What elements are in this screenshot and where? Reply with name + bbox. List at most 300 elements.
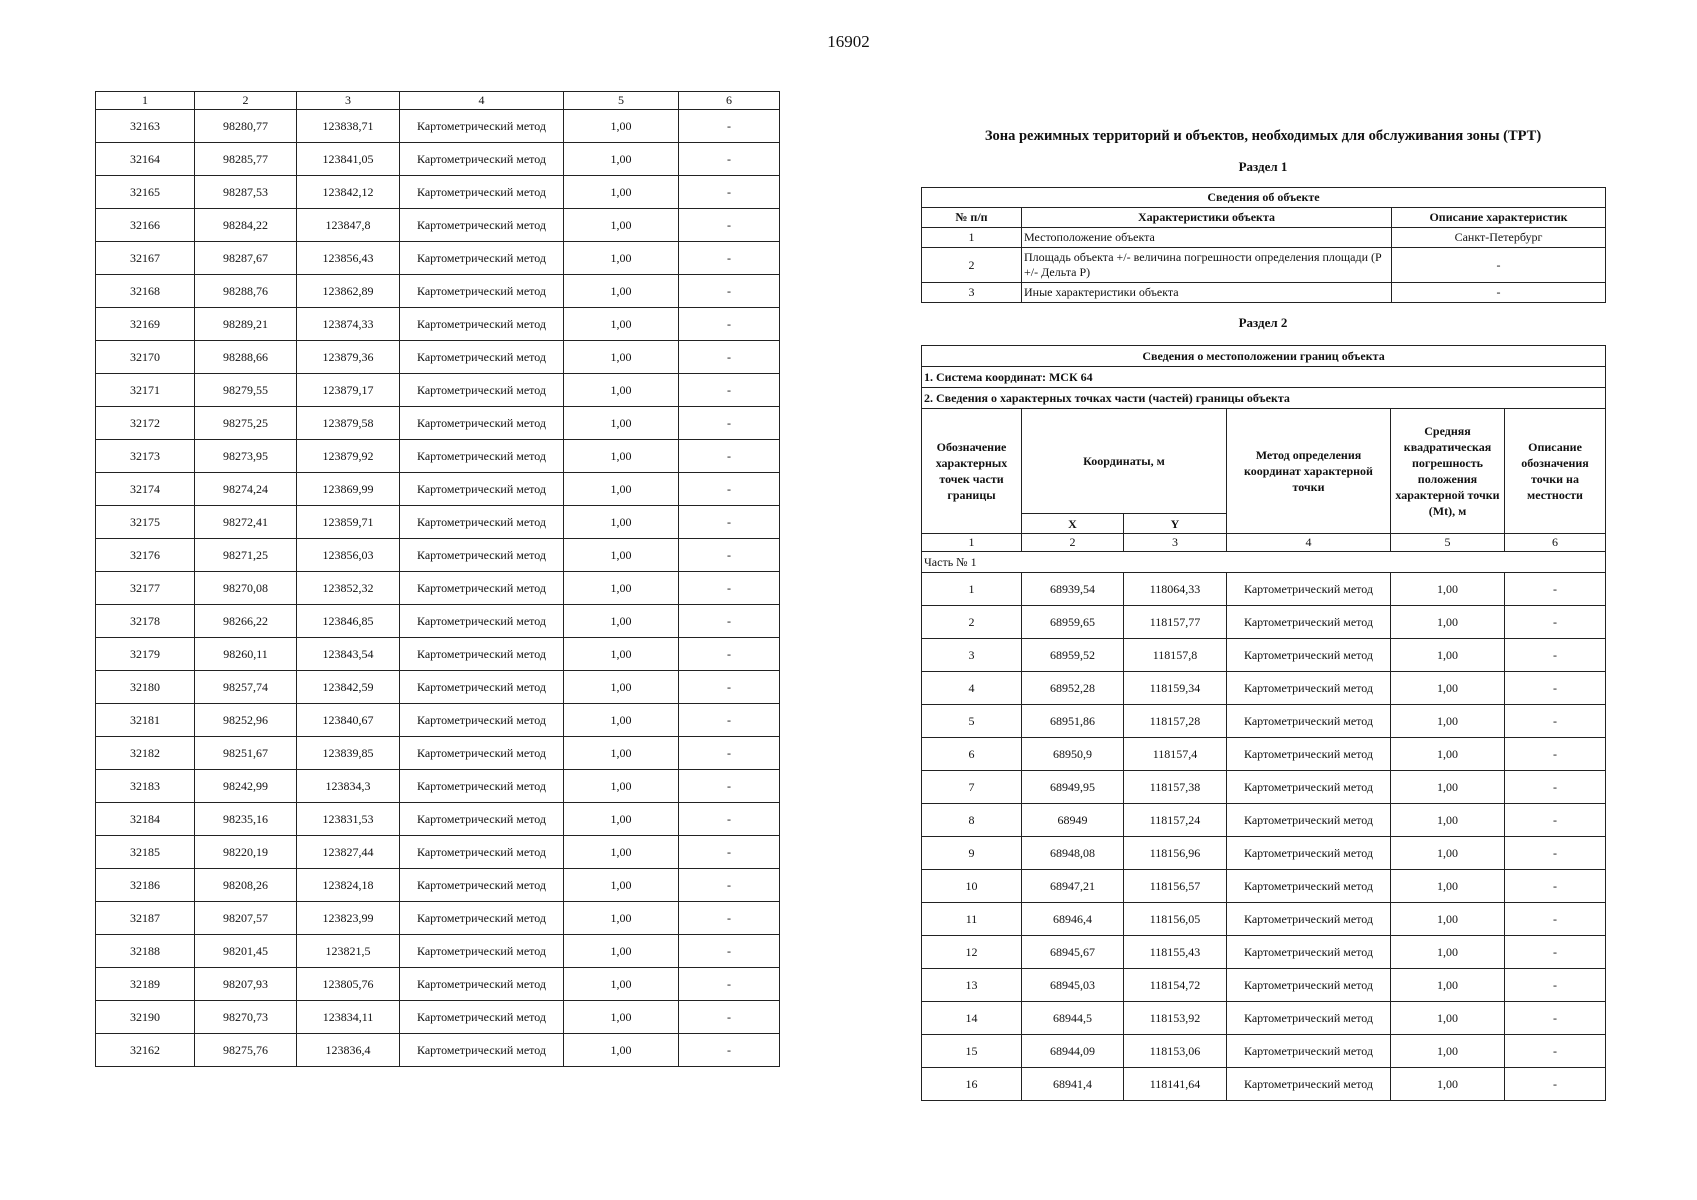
table-cell: 123874,33 [297,308,400,341]
table-cell: - [679,968,780,1001]
table-cell: - [679,902,780,935]
table-cell: Картометрический метод [1227,738,1391,771]
col-point-header: Обозначение характерных точек части границы [922,409,1022,534]
table-cell: 1,00 [564,440,679,473]
points-title: 2. Сведения о характерных точках части (частей) границы объекта [922,388,1606,409]
table-cell: - [1505,870,1606,903]
right-section [921,120,1605,1101]
table-cell: 98285,77 [195,143,297,176]
table-cell: - [679,308,780,341]
left-table-row [96,836,780,869]
table-cell: - [679,638,780,671]
info-cell: Санкт-Петербург [1392,228,1606,248]
table-cell: 1,00 [564,308,679,341]
table-cell: Картометрический метод [400,638,564,671]
info-cell: Площадь объекта +/- величина погрешности определения площади (P +/- Дельта P) [1022,248,1392,283]
table-cell: Картометрический метод [400,275,564,308]
table-cell: - [679,704,780,737]
info-row [922,228,1606,248]
table-cell: 1,00 [564,407,679,440]
info-cell: 1 [922,228,1022,248]
table-cell: 123847,8 [297,209,400,242]
table-cell: 123879,17 [297,374,400,407]
table-cell: 32188 [96,935,195,968]
table-cell: Картометрический метод [1227,1068,1391,1101]
table-cell: Картометрический метод [400,836,564,869]
table-cell: - [1505,969,1606,1002]
col-number: 4 [1227,534,1391,552]
table-cell: 118153,92 [1124,1002,1227,1035]
col-y-header: Y [1124,514,1227,534]
table-cell: 3 [922,639,1022,672]
left-table-row [96,704,780,737]
table-cell: 32164 [96,143,195,176]
table-cell: 12 [922,936,1022,969]
left-table-row [96,605,780,638]
table-cell: - [1505,606,1606,639]
info-cell: - [1392,248,1606,283]
table-cell: 8 [922,804,1022,837]
coord-system-label: 1. Система координат: МСК 64 [922,367,1606,388]
table-cell: 32175 [96,506,195,539]
table-cell: 7 [922,771,1022,804]
coord-table-row [922,969,1606,1002]
table-cell: 123805,76 [297,968,400,1001]
table-cell: 98275,25 [195,407,297,440]
table-cell: Картометрический метод [400,803,564,836]
table-cell: 32171 [96,374,195,407]
table-cell: 118156,96 [1124,837,1227,870]
table-cell: 98208,26 [195,869,297,902]
left-table-row [96,902,780,935]
info-col-header: Характеристики объекта [1022,208,1392,228]
table-cell: Картометрический метод [1227,672,1391,705]
table-cell: 32178 [96,605,195,638]
table-cell: 1,00 [564,572,679,605]
table-cell: 98279,55 [195,374,297,407]
left-coordinates-table [95,91,780,1067]
table-cell: 98289,21 [195,308,297,341]
table-cell: 32173 [96,440,195,473]
table-cell: Картометрический метод [400,110,564,143]
table-cell: Картометрический метод [1227,969,1391,1002]
table-cell: 118141,64 [1124,1068,1227,1101]
col-number: 2 [1022,534,1124,552]
table-cell: 123839,85 [297,737,400,770]
table-cell: Картометрический метод [400,209,564,242]
table-cell: 1,00 [1391,606,1505,639]
table-cell: 11 [922,903,1022,936]
part-label: Часть № 1 [922,552,1606,573]
coord-table-row [922,639,1606,672]
table-cell: 123846,85 [297,605,400,638]
table-cell: 32172 [96,407,195,440]
left-table-row [96,737,780,770]
col-x-header: X [1022,514,1124,534]
table-cell: 1,00 [564,803,679,836]
table-cell: 32177 [96,572,195,605]
table-cell: - [679,770,780,803]
table-cell: 98287,67 [195,242,297,275]
table-cell: Картометрический метод [400,407,564,440]
table-cell: 1,00 [1391,903,1505,936]
table-cell: 1,00 [564,110,679,143]
coord-table-row [922,1035,1606,1068]
left-col-header: 6 [679,92,780,110]
table-cell: 118157,8 [1124,639,1227,672]
table-cell: - [679,1001,780,1034]
table-cell: 123821,5 [297,935,400,968]
table-cell: 32190 [96,1001,195,1034]
table-cell: 123836,4 [297,1034,400,1067]
coord-table-row [922,672,1606,705]
table-cell: - [679,737,780,770]
table-cell: Картометрический метод [400,902,564,935]
page-number: 16902 [827,32,870,51]
table-cell: 2 [922,606,1022,639]
table-cell: 1,00 [1391,672,1505,705]
table-cell: - [1505,837,1606,870]
table-cell: Картометрический метод [400,737,564,770]
left-col-header: 3 [297,92,400,110]
table-cell: 32182 [96,737,195,770]
table-cell: Картометрический метод [400,176,564,209]
coord-table-row [922,1002,1606,1035]
table-cell: - [679,374,780,407]
table-cell: 118157,38 [1124,771,1227,804]
table-cell: 1,00 [564,737,679,770]
table-cell: - [1505,672,1606,705]
info-cell: 3 [922,283,1022,303]
table-cell: 68949 [1022,804,1124,837]
left-table-row [96,539,780,572]
table-cell: 118157,24 [1124,804,1227,837]
table-cell: 118064,33 [1124,573,1227,606]
table-cell: - [679,176,780,209]
table-cell: 1,00 [564,836,679,869]
table-cell: 123879,58 [297,407,400,440]
table-cell: Картометрический метод [400,671,564,704]
table-cell: Картометрический метод [400,473,564,506]
table-cell: - [679,1034,780,1067]
table-cell: Картометрический метод [1227,1002,1391,1035]
table-cell: - [679,506,780,539]
table-cell: 1,00 [564,143,679,176]
table-cell: 1,00 [1391,573,1505,606]
table-cell: 118156,57 [1124,870,1227,903]
table-cell: - [679,836,780,869]
table-cell: 32168 [96,275,195,308]
table-cell: Картометрический метод [1227,573,1391,606]
left-table-row [96,473,780,506]
left-col-header: 4 [400,92,564,110]
table-cell: - [1505,705,1606,738]
table-cell: 1,00 [564,1001,679,1034]
table-cell: Картометрический метод [400,869,564,902]
left-table-header-row [96,92,780,110]
table-cell: 98251,67 [195,737,297,770]
table-cell: 32181 [96,704,195,737]
table-cell: 118159,34 [1124,672,1227,705]
col-error-header: Средняя квадратическая погрешность положения характерной точки (Mt), м [1391,409,1505,534]
table-cell: 123852,32 [297,572,400,605]
table-cell: 98287,53 [195,176,297,209]
table-cell: 123841,05 [297,143,400,176]
table-cell: 1,00 [1391,870,1505,903]
table-cell: 5 [922,705,1022,738]
table-cell: Картометрический метод [1227,1035,1391,1068]
left-col-header: 1 [96,92,195,110]
table-cell: 118156,05 [1124,903,1227,936]
table-cell: Картометрический метод [1227,639,1391,672]
table-cell: - [1505,573,1606,606]
table-cell: 98220,19 [195,836,297,869]
table-cell: Картометрический метод [400,968,564,1001]
left-table-row [96,968,780,1001]
table-cell: 6 [922,738,1022,771]
table-cell: Картометрический метод [400,143,564,176]
table-cell: 32166 [96,209,195,242]
table-cell: - [1505,639,1606,672]
table-cell: 98207,57 [195,902,297,935]
table-cell: - [679,209,780,242]
table-cell: 1,00 [564,968,679,1001]
table-cell: 118154,72 [1124,969,1227,1002]
table-cell: 1,00 [564,242,679,275]
table-cell: - [1505,1035,1606,1068]
table-cell: 68959,65 [1022,606,1124,639]
table-cell: Картометрический метод [400,374,564,407]
col-number: 6 [1505,534,1606,552]
table-cell: - [679,803,780,836]
left-table-row [96,341,780,374]
table-cell: 123834,3 [297,770,400,803]
table-cell: 123824,18 [297,869,400,902]
table-cell: 32170 [96,341,195,374]
info-table-caption: Сведения об объекте [922,188,1606,208]
table-cell: 10 [922,870,1022,903]
coord-table-caption: Сведения о местоположении границ объекта [922,346,1606,367]
object-info-table [921,187,1606,303]
table-cell: 68941,4 [1022,1068,1124,1101]
table-cell: - [1505,804,1606,837]
table-cell: 32185 [96,836,195,869]
table-cell: 123856,03 [297,539,400,572]
info-col-header: Описание характеристик [1392,208,1606,228]
table-cell: 123840,67 [297,704,400,737]
left-table-row [96,275,780,308]
table-cell: Картометрический метод [1227,771,1391,804]
table-cell: - [1505,1068,1606,1101]
table-cell: 1,00 [564,473,679,506]
table-cell: 32169 [96,308,195,341]
table-cell: 32162 [96,1034,195,1067]
table-cell: 68946,4 [1022,903,1124,936]
table-cell: 98288,66 [195,341,297,374]
coord-table-row [922,903,1606,936]
section1-label: Раздел 1 [1238,159,1288,174]
table-cell: Картометрический метод [1227,705,1391,738]
table-cell: Картометрический метод [400,605,564,638]
table-cell: 98288,76 [195,275,297,308]
table-cell: 98235,16 [195,803,297,836]
table-cell: 15 [922,1035,1022,1068]
info-cell: - [1392,283,1606,303]
table-cell: Картометрический метод [400,704,564,737]
info-cell: Иные характеристики объекта [1022,283,1392,303]
table-cell: 98266,22 [195,605,297,638]
table-cell: - [1505,738,1606,771]
coord-table-row [922,1068,1606,1101]
left-table-row [96,374,780,407]
table-cell: 68944,09 [1022,1035,1124,1068]
table-cell: - [679,935,780,968]
table-cell: - [679,473,780,506]
coord-table-row [922,870,1606,903]
col-number: 1 [922,534,1022,552]
table-cell: 1,00 [564,704,679,737]
table-cell: 1,00 [1391,804,1505,837]
section2-label: Раздел 2 [1238,315,1288,330]
table-cell: - [679,605,780,638]
table-cell: 1,00 [1391,1068,1505,1101]
table-cell: 98242,99 [195,770,297,803]
table-cell: 98284,22 [195,209,297,242]
table-cell: Картометрический метод [400,1034,564,1067]
table-cell: - [679,440,780,473]
table-cell: 123823,99 [297,902,400,935]
info-cell: Местоположение объекта [1022,228,1392,248]
table-cell: Картометрический метод [400,1001,564,1034]
table-cell: 98257,74 [195,671,297,704]
table-cell: Картометрический метод [400,308,564,341]
table-cell: - [1505,936,1606,969]
table-cell: 1,00 [1391,738,1505,771]
table-cell: 68945,03 [1022,969,1124,1002]
col-number: 5 [1391,534,1505,552]
left-table-row [96,935,780,968]
table-cell: 98252,96 [195,704,297,737]
info-col-header: № п/п [922,208,1022,228]
table-cell: - [679,110,780,143]
table-cell: Картометрический метод [400,506,564,539]
table-cell: 118157,28 [1124,705,1227,738]
table-cell: 32163 [96,110,195,143]
table-cell: 123838,71 [297,110,400,143]
table-cell: 123842,12 [297,176,400,209]
left-table-row [96,242,780,275]
table-cell: Картометрический метод [400,539,564,572]
table-cell: 98280,77 [195,110,297,143]
table-cell: 1,00 [1391,837,1505,870]
table-cell: 123842,59 [297,671,400,704]
table-cell: 98270,08 [195,572,297,605]
table-cell: 68959,52 [1022,639,1124,672]
table-cell: Картометрический метод [1227,804,1391,837]
table-cell: 118157,4 [1124,738,1227,771]
table-cell: 1,00 [1391,936,1505,969]
table-cell: 68949,95 [1022,771,1124,804]
table-cell: 123862,89 [297,275,400,308]
coord-table-row [922,804,1606,837]
table-cell: 68951,86 [1022,705,1124,738]
table-cell: 1,00 [564,374,679,407]
left-table-row [96,110,780,143]
table-cell: 123827,44 [297,836,400,869]
table-cell: 123859,71 [297,506,400,539]
table-cell: 1,00 [564,935,679,968]
table-cell: 123879,36 [297,341,400,374]
table-cell: 118153,06 [1124,1035,1227,1068]
table-cell: - [1505,903,1606,936]
left-table-row [96,506,780,539]
table-cell: Картометрический метод [1227,606,1391,639]
table-cell: 32179 [96,638,195,671]
left-col-header: 2 [195,92,297,110]
coord-table-row [922,837,1606,870]
table-cell: 123869,99 [297,473,400,506]
table-cell: 32176 [96,539,195,572]
left-table-row [96,1034,780,1067]
table-cell: - [679,671,780,704]
table-cell: 32180 [96,671,195,704]
left-table-row [96,671,780,704]
table-cell: 1,00 [1391,705,1505,738]
table-cell: 4 [922,672,1022,705]
info-cell: 2 [922,248,1022,283]
table-cell: 98274,24 [195,473,297,506]
table-cell: 1,00 [564,638,679,671]
coord-table-row [922,705,1606,738]
table-cell: 9 [922,837,1022,870]
left-table-row [96,770,780,803]
boundary-coordinates-table [921,345,1606,1101]
table-cell: Картометрический метод [400,242,564,275]
table-cell: 123831,53 [297,803,400,836]
table-cell: 13 [922,969,1022,1002]
table-cell: 68939,54 [1022,573,1124,606]
table-cell: 123834,11 [297,1001,400,1034]
left-col-header: 5 [564,92,679,110]
table-cell: - [679,143,780,176]
table-cell: 98201,45 [195,935,297,968]
table-cell: 1,00 [564,341,679,374]
table-cell: 1,00 [1391,639,1505,672]
table-cell: - [1505,1002,1606,1035]
left-table-row [96,638,780,671]
table-cell: 98275,76 [195,1034,297,1067]
left-table-row [96,440,780,473]
table-cell: 1,00 [564,176,679,209]
coord-table-row [922,738,1606,771]
left-table-row [96,869,780,902]
table-cell: - [1505,771,1606,804]
table-cell: - [679,539,780,572]
table-cell: Картометрический метод [1227,936,1391,969]
table-cell: 123879,92 [297,440,400,473]
table-cell: 123856,43 [297,242,400,275]
table-cell: 98271,25 [195,539,297,572]
coord-table-row [922,936,1606,969]
table-cell: - [679,572,780,605]
table-cell: Картометрический метод [400,770,564,803]
table-cell: 68945,67 [1022,936,1124,969]
table-cell: 68944,5 [1022,1002,1124,1035]
table-cell: 1,00 [564,209,679,242]
table-cell: 32167 [96,242,195,275]
coord-table-row [922,606,1606,639]
table-cell: 32165 [96,176,195,209]
